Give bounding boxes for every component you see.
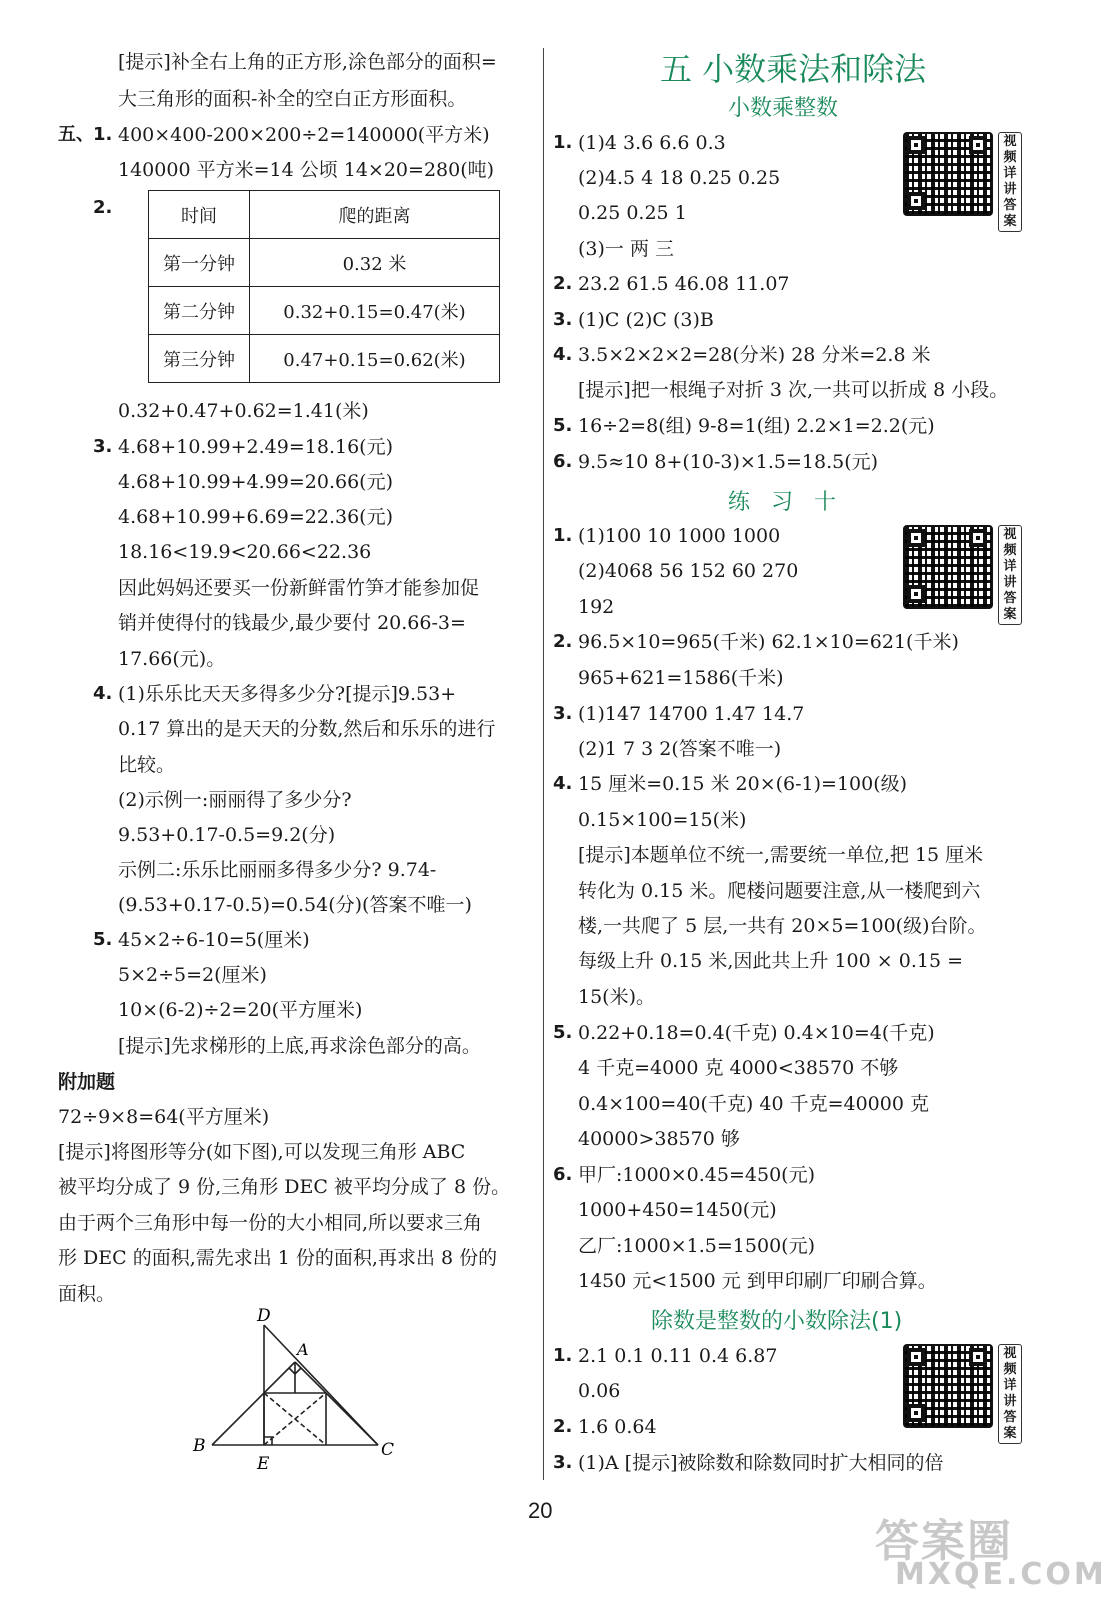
section-heading: 除数是整数的小数除法(1) bbox=[651, 1309, 903, 1334]
question-number: 6. bbox=[553, 1164, 573, 1185]
qr-finder-icon bbox=[969, 1348, 987, 1366]
question-number: 1. bbox=[553, 1345, 573, 1366]
answer-line: (3)一 两 三 bbox=[578, 238, 674, 260]
text-line: 每级上升 0.15 米,因此共上升 100 × 0.15 = bbox=[578, 950, 963, 972]
answer-line: 4 千克=4000 克 4000<38570 不够 bbox=[578, 1057, 899, 1079]
answer-line: (1)C (2)C (3)B bbox=[578, 309, 714, 331]
answer-line: 1000+450=1450(元) bbox=[578, 1199, 777, 1221]
column-divider bbox=[543, 48, 544, 1480]
qr-caption: 视频详讲答案 bbox=[998, 525, 1022, 625]
answer-line: 400×400-200×200÷2=140000(平方米) bbox=[118, 124, 490, 146]
qr-caption: 视频详讲答案 bbox=[998, 132, 1022, 232]
page-number: 20 bbox=[528, 1498, 553, 1523]
table-cell: 第二分钟 bbox=[149, 287, 250, 335]
table-row bbox=[149, 239, 500, 287]
table-cell: 第一分钟 bbox=[149, 239, 250, 287]
question-number: 1. bbox=[93, 124, 113, 145]
answer-line: 0.32+0.47+0.62=1.41(米) bbox=[118, 400, 369, 422]
answer-line: 2.1 0.1 0.11 0.4 6.87 bbox=[578, 1345, 778, 1367]
answer-line: 15 厘米=0.15 米 20×(6-1)=100(级) bbox=[578, 773, 908, 795]
table-cell: 第三分钟 bbox=[149, 335, 250, 383]
text-line: 17.66(元)。 bbox=[118, 648, 226, 670]
watermark-logo bbox=[875, 1505, 1107, 1597]
answer-line: 192 bbox=[578, 596, 615, 618]
answer-line: 965+621=1586(千米) bbox=[578, 667, 784, 689]
answer-line: 45×2÷6-10=5(厘米) bbox=[118, 929, 310, 951]
table-header: 时间 bbox=[149, 191, 250, 239]
answer-line: (1)4 3.6 6.6 0.3 bbox=[578, 132, 726, 154]
section-heading: 练 习 十 bbox=[728, 490, 836, 515]
vertex-label-e: E bbox=[257, 1454, 270, 1474]
text-line: 楼,一共爬了 5 层,一共有 20×5=100(级)台阶。 bbox=[578, 915, 987, 937]
question-number: 4. bbox=[93, 683, 113, 704]
answer-line: (1)乐乐比天天多得多少分?[提示]9.53+ bbox=[118, 683, 457, 705]
text-line: 15(米)。 bbox=[578, 986, 656, 1008]
hint-line: [提示]先求梯形的上底,再求涂色部分的高。 bbox=[118, 1035, 481, 1057]
answer-line: 4.68+10.99+6.69=22.36(元) bbox=[118, 506, 393, 528]
hint-line: [提示]把一根绳子对折 3 次,一共可以折成 8 小段。 bbox=[578, 379, 1009, 401]
question-number: 4. bbox=[553, 344, 573, 365]
question-number: 5. bbox=[93, 929, 113, 950]
qr-finder-icon bbox=[907, 585, 925, 603]
answer-line: 9.53+0.17-0.5=9.2(分) bbox=[118, 824, 336, 846]
question-number: 3. bbox=[93, 436, 113, 457]
table-header: 爬的距离 bbox=[250, 191, 500, 239]
question-number: 6. bbox=[553, 451, 573, 472]
extra-question-heading: 附加题 bbox=[58, 1071, 116, 1093]
text-line: (2)示例一:丽丽得了多少分? bbox=[118, 789, 352, 811]
answer-line: 0.15×100=15(米) bbox=[578, 809, 747, 831]
answer-line: 0.22+0.18=0.4(千克) 0.4×10=4(千克) bbox=[578, 1022, 935, 1044]
answer-line: 4.68+10.99+4.99=20.66(元) bbox=[118, 471, 393, 493]
answer-line: 40000>38570 够 bbox=[578, 1128, 740, 1150]
answer-line: 96.5×10=965(千米) 62.1×10=621(千米) bbox=[578, 631, 959, 653]
answer-line: 72÷9×8=64(平方厘米) bbox=[58, 1106, 270, 1128]
answer-line: 1450 元<1500 元 到甲印刷厂印刷合算。 bbox=[578, 1270, 937, 1292]
hint-line: [提示]本题单位不统一,需要统一单位,把 15 厘米 bbox=[578, 844, 984, 866]
table-row bbox=[149, 191, 500, 239]
qr-finder-icon bbox=[907, 1348, 925, 1366]
question-number: 3. bbox=[553, 309, 573, 330]
answer-line: 0.4×100=40(千克) 40 千克=40000 克 bbox=[578, 1093, 929, 1115]
vertex-label-d: D bbox=[257, 1306, 271, 1326]
qr-finder-icon bbox=[907, 136, 925, 154]
watermark-url: MXQE.COM bbox=[895, 1557, 1107, 1592]
table-cell: 0.32 米 bbox=[250, 239, 500, 287]
text-line: 因此妈妈还要买一份新鲜雷竹笋才能参加促 bbox=[118, 577, 480, 599]
question-number: 5. bbox=[553, 415, 573, 436]
answer-line: 乙厂:1000×1.5=1500(元) bbox=[578, 1235, 815, 1257]
answer-line: 140000 平方米=14 公顷 14×20=280(吨) bbox=[118, 159, 495, 181]
watermark-text: 答案圈 bbox=[875, 1516, 1013, 1567]
text-line: 形 DEC 的面积,需先求出 1 份的面积,再求出 8 份的 bbox=[58, 1247, 498, 1269]
section-heading: 小数乘整数 bbox=[728, 96, 839, 121]
question-number: 4. bbox=[553, 773, 573, 794]
hint-line: [提示]补全右上角的正方形,涂色部分的面积= bbox=[118, 51, 497, 73]
question-number: 2. bbox=[553, 631, 573, 652]
text-line: 示例二:乐乐比丽丽多得多少分? 9.74- bbox=[118, 859, 437, 881]
table-cell: 0.47+0.15=0.62(米) bbox=[250, 335, 500, 383]
question-number: 2. bbox=[553, 273, 573, 294]
answer-line: (2)4068 56 152 60 270 bbox=[578, 560, 799, 582]
table-row bbox=[149, 287, 500, 335]
text-line: 面积。 bbox=[58, 1283, 116, 1305]
question-number: 3. bbox=[553, 1452, 573, 1473]
hint-line: [提示]将图形等分(如下图),可以发现三角形 ABC bbox=[58, 1141, 466, 1163]
qr-code-1[interactable] bbox=[903, 132, 1021, 229]
vertex-label-b: B bbox=[193, 1436, 206, 1456]
answer-line: (2)4.5 4 18 0.25 0.25 bbox=[578, 167, 781, 189]
answer-line: (1)A [提示]被除数和除数同时扩大相同的倍 bbox=[578, 1452, 944, 1474]
triangle-figure bbox=[185, 1305, 415, 1475]
answer-line: (1)147 14700 1.47 14.7 bbox=[578, 703, 805, 725]
qr-code-3[interactable] bbox=[903, 1344, 1021, 1441]
question-number: 1. bbox=[553, 132, 573, 153]
answer-line: (9.53+0.17-0.5)=0.54(分)(答案不唯一) bbox=[118, 894, 472, 916]
answer-line: 0.06 bbox=[578, 1380, 621, 1402]
answer-line: 3.5×2×2×2=28(分米) 28 分米=2.8 米 bbox=[578, 344, 931, 366]
qr-code-2[interactable] bbox=[903, 525, 1021, 622]
qr-finder-icon bbox=[907, 1404, 925, 1422]
question-number: 5. bbox=[553, 1022, 573, 1043]
text-line: 由于两个三角形中每一份的大小相同,所以要求三角 bbox=[58, 1212, 483, 1234]
answer-line: 16÷2=8(组) 9-8=1(组) 2.2×1=2.2(元) bbox=[578, 415, 935, 437]
qr-finder-icon bbox=[969, 529, 987, 547]
qr-finder-icon bbox=[907, 192, 925, 210]
question-number: 2. bbox=[553, 1416, 573, 1437]
answer-line: 18.16<19.9<20.66<22.36 bbox=[118, 541, 372, 563]
vertex-label-c: C bbox=[381, 1440, 395, 1460]
question-number: 1. bbox=[553, 525, 573, 546]
text-line: 转化为 0.15 米。爬楼问题要注意,从一楼爬到六 bbox=[578, 880, 981, 902]
text-line: 销并使得付的钱最少,最少要付 20.66-3= bbox=[118, 612, 466, 634]
table-cell: 0.32+0.15=0.47(米) bbox=[250, 287, 500, 335]
answer-line: 甲厂:1000×0.45=450(元) bbox=[578, 1164, 815, 1186]
answer-line: (2)1 7 3 2(答案不唯一) bbox=[578, 738, 782, 760]
answer-line: 1.6 0.64 bbox=[578, 1416, 657, 1438]
answer-line: 5×2÷5=2(厘米) bbox=[118, 964, 267, 986]
vertex-label-a: A bbox=[297, 1340, 309, 1359]
text-line: 被平均分成了 9 份,三角形 DEC 被平均分成了 8 份。 bbox=[58, 1176, 511, 1198]
climb-distance-table bbox=[148, 190, 500, 383]
answer-line: 4.68+10.99+2.49=18.16(元) bbox=[118, 436, 393, 458]
chapter-title: 五 小数乘法和除法 bbox=[660, 50, 927, 88]
question-number: 3. bbox=[553, 703, 573, 724]
question-number: 2. bbox=[93, 197, 113, 218]
section-number: 五、 bbox=[58, 124, 94, 145]
qr-caption: 视频详讲答案 bbox=[998, 1344, 1022, 1444]
qr-finder-icon bbox=[907, 529, 925, 547]
text-line: 大三角形的面积-补全的空白正方形面积。 bbox=[118, 88, 467, 110]
answer-line: (1)100 10 1000 1000 bbox=[578, 525, 781, 547]
table-row bbox=[149, 335, 500, 383]
text-line: 比较。 bbox=[118, 754, 176, 776]
answer-line: 23.2 61.5 46.08 11.07 bbox=[578, 273, 790, 295]
answer-line: 0.25 0.25 1 bbox=[578, 202, 687, 224]
answer-line: 9.5≈10 8+(10-3)×1.5=18.5(元) bbox=[578, 451, 879, 473]
qr-finder-icon bbox=[969, 136, 987, 154]
answer-line: 10×(6-2)÷2=20(平方厘米) bbox=[118, 999, 363, 1021]
text-line: 0.17 算出的是天天的分数,然后和乐乐的进行 bbox=[118, 718, 496, 740]
